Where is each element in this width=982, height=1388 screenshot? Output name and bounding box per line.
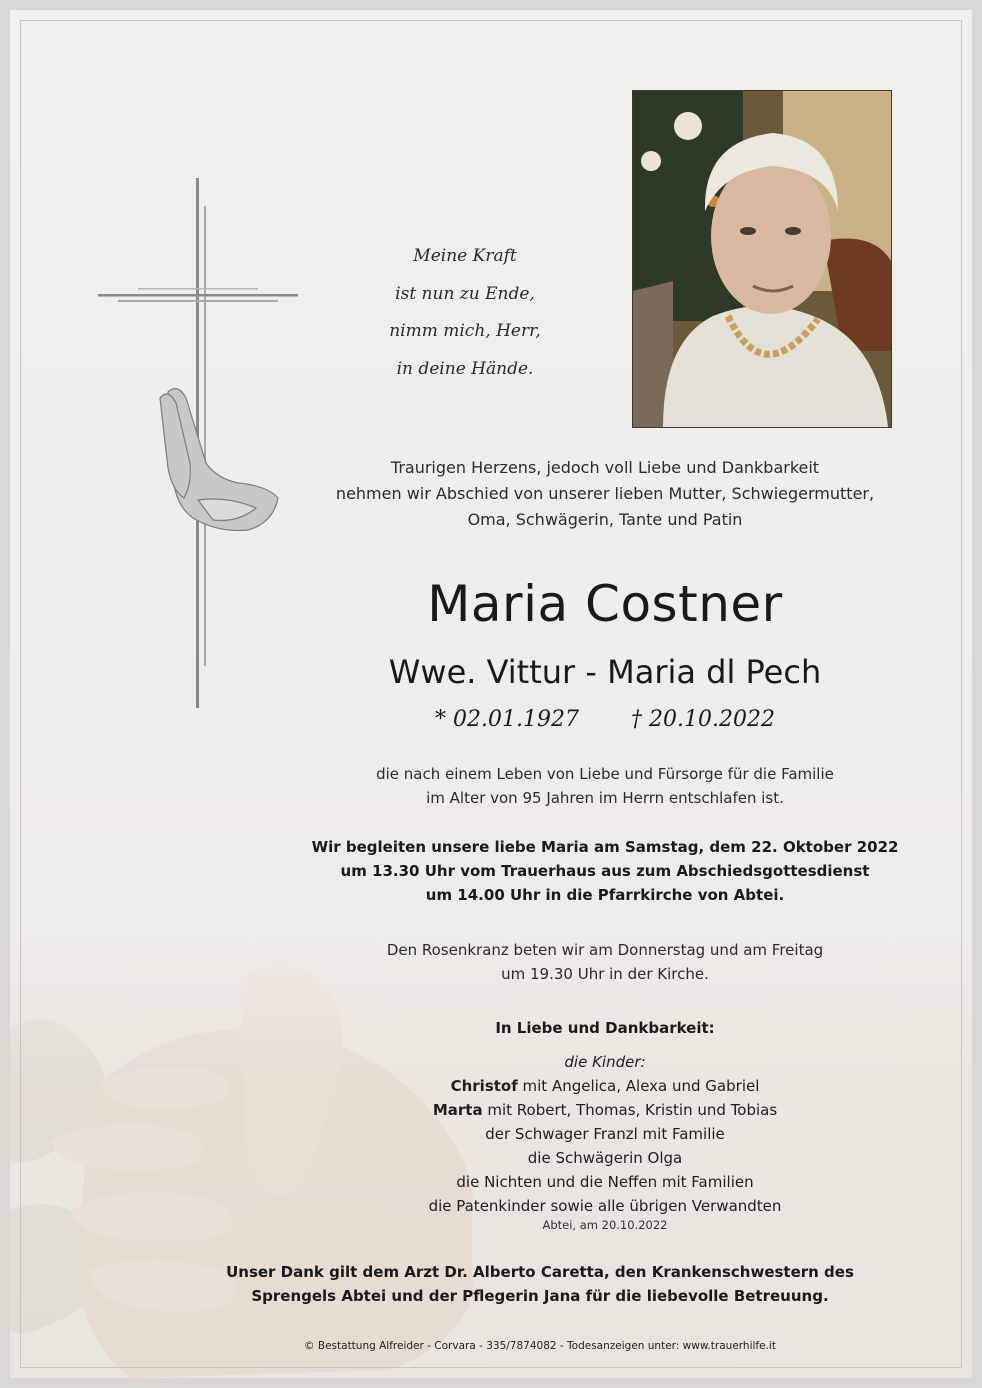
mourner-line: die Patenkinder sowie alle übrigen Verwandten: [428, 1197, 782, 1215]
obituary-page: [10, 10, 972, 1378]
life-line: die nach einem Leben von Liebe und Fürsorge für die Familie: [376, 765, 834, 783]
mourner-line: [295, 1098, 915, 1122]
life-line: im Alter von 95 Jahren im Herrn entschlafen ist.: [426, 789, 784, 807]
cross-with-praying-hands-icon: [98, 178, 298, 708]
intro-line: nehmen wir Abschied von unserer lieben Mutter, Schwiegermutter,: [335, 484, 875, 503]
funeral-line: Wir begleiten unsere liebe Maria am Samstag, dem 22. Oktober 2022: [311, 838, 899, 856]
portrait-image: [633, 91, 891, 427]
poem-line: in deine Hände.: [396, 358, 534, 379]
deceased-name: Maria Costner: [427, 575, 783, 633]
death-date: † 20.10.2022: [631, 707, 775, 732]
portrait-photo: [632, 90, 892, 428]
poem-line: nimm mich, Herr,: [389, 321, 541, 341]
mourners-list: [295, 1050, 915, 1218]
rosary-notice: [295, 938, 915, 986]
intro-line: Oma, Schwägerin, Tante und Patin: [467, 510, 743, 529]
funeral-line: um 14.00 Uhr in die Pfarrkirche von Abtei.: [425, 886, 785, 904]
funeral-notice: [295, 835, 915, 907]
mourners-heading: In Liebe und Dankbarkeit:: [495, 1019, 715, 1037]
rosary-line: Den Rosenkranz beten wir am Donnerstag und am Freitag: [386, 941, 824, 959]
child-family: mit Robert, Thomas, Kristin und Tobias: [482, 1101, 778, 1119]
poem: [340, 238, 590, 388]
intro-text: [295, 455, 915, 533]
mourner-line: die Schwägerin Olga: [527, 1149, 683, 1167]
birth-date: * 02.01.1927: [435, 707, 579, 732]
final-thanks-line: Unser Dank gilt dem Arzt Dr. Alberto Caretta, den Krankenschwestern des: [226, 1263, 854, 1281]
child-family: mit Angelica, Alexa und Gabriel: [517, 1077, 760, 1095]
funeral-line: um 13.30 Uhr vom Trauerhaus aus zum Abschiedsgottesdienst: [340, 862, 870, 880]
rosary-line: um 19.30 Uhr in der Kirche.: [501, 965, 709, 983]
mourner-line: die Nichten und die Neffen mit Familien: [456, 1173, 754, 1191]
footer-credit: © Bestattung Alfreider - Corvara - 335/7874082 - Todesanzeigen unter: www.trauerhilfe.it: [304, 1340, 776, 1352]
final-thanks: [160, 1260, 920, 1308]
mourner-line: [295, 1074, 915, 1098]
life-dates: [295, 700, 915, 740]
intro-line: Traurigen Herzens, jedoch voll Liebe und Dankbarkeit: [390, 458, 820, 477]
poem-line: Meine Kraft: [413, 246, 517, 266]
mourner-line: der Schwager Franzl mit Familie: [485, 1125, 725, 1143]
child-name: Christof: [450, 1077, 518, 1095]
child-name: Marta: [432, 1101, 483, 1119]
place-date: Abtei, am 20.10.2022: [542, 1218, 668, 1232]
life-text: [295, 762, 915, 810]
final-thanks-line: Sprengels Abtei und der Pflegerin Jana für die liebevolle Betreuung.: [251, 1287, 829, 1305]
children-label: die Kinder:: [564, 1053, 646, 1071]
deceased-alias: Wwe. Vittur - Maria dl Pech: [388, 653, 822, 691]
poem-line: ist nun zu Ende,: [395, 283, 535, 304]
